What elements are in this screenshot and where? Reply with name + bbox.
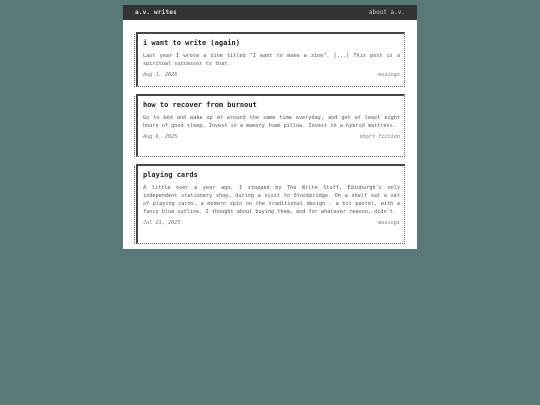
post-date: Aug 1, 2026 [143, 72, 178, 78]
page-container [123, 5, 417, 249]
post-category[interactable]: musings [378, 220, 400, 226]
post-title[interactable]: how to recover from burnout [143, 101, 257, 109]
post-excerpt: Last year I wrote a zine titled "I want to make a zine". [...] This post is a spiritual successor to that. [143, 53, 400, 67]
post-list [123, 20, 417, 244]
site-title[interactable]: a.v. writes [135, 9, 177, 16]
post-excerpt: A little over a year ago, I stopped by The Write Stuff, Edinburgh's only independent stationery shop, during a visit to Stockbridge. On a shelf sat a set of playing cards, a modern spin on the traditional design - a bit pastel, with a fancy blue outline. I thought about buying them, and for whatever reason, didn't. [143, 185, 400, 215]
post-category[interactable]: short fiction [359, 134, 400, 140]
post-date: Jul 21, 2025 [143, 220, 181, 226]
about-link[interactable]: about a.v. [368, 9, 405, 16]
post-card[interactable] [136, 32, 405, 87]
top-bar [123, 5, 417, 20]
post-date: Aug 6, 2025 [143, 134, 178, 140]
post-meta [143, 134, 400, 140]
post-excerpt: Go to bed and wake up at around the same time everyday, and get at least eight hours of good sleep. Invest in a memory foam pillow. Invest in a hybrid mattress. [143, 115, 400, 129]
post-title[interactable]: i want to write (again) [143, 39, 240, 47]
post-meta [143, 220, 400, 226]
post-card[interactable] [136, 94, 405, 157]
post-meta [143, 72, 400, 78]
post-category[interactable]: musings [378, 72, 400, 78]
post-title[interactable]: playing cards [143, 171, 198, 179]
post-card[interactable] [136, 164, 405, 244]
